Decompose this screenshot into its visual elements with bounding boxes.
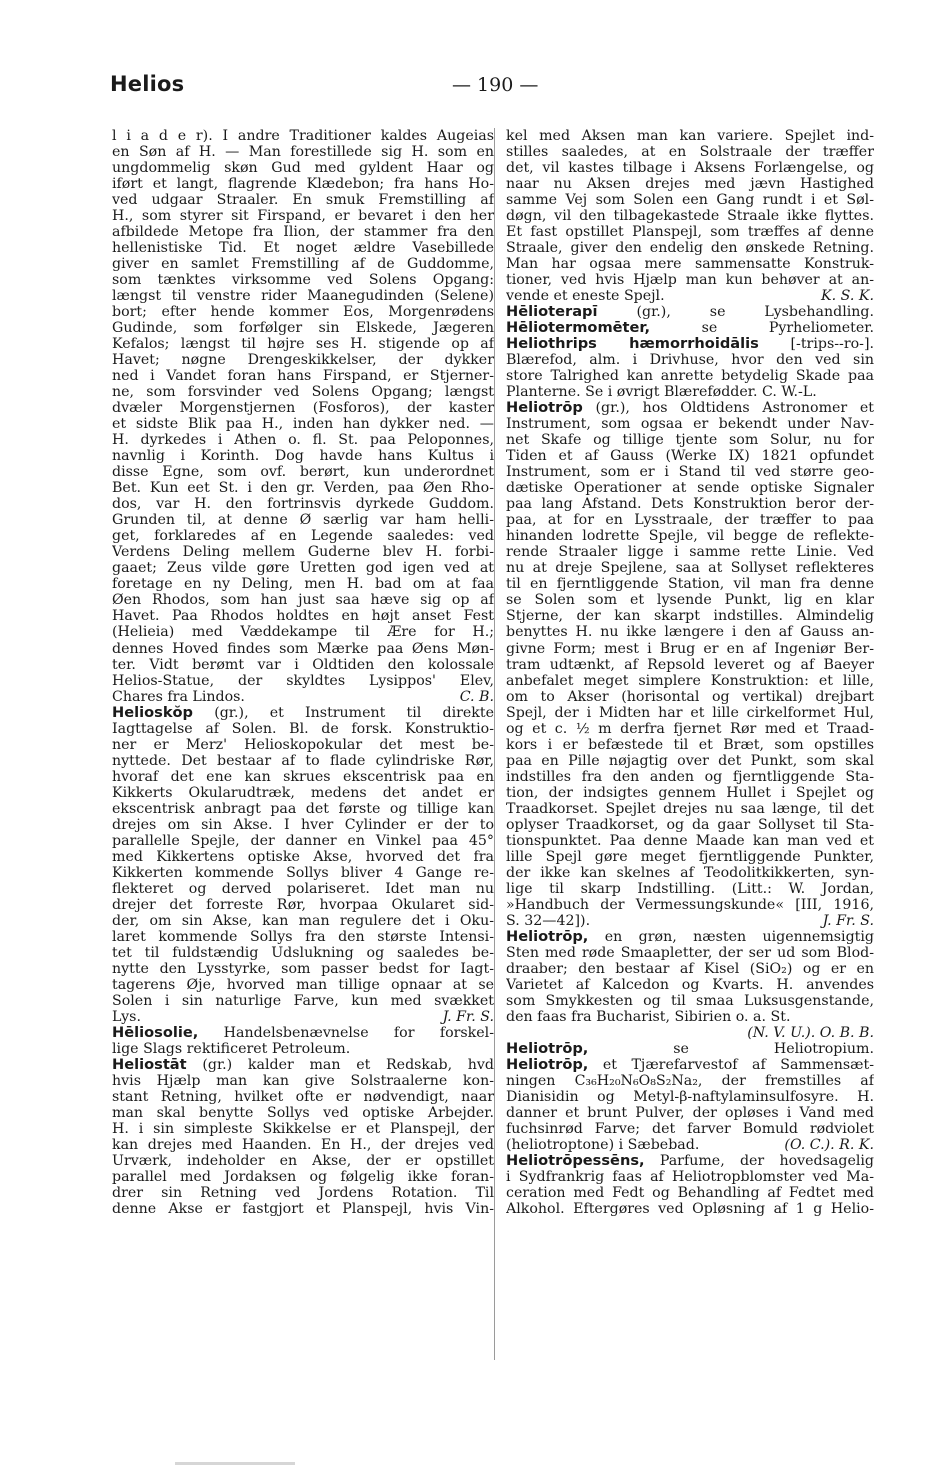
- text-line: store Talrighed kan anrette betydelig Skade paa: [506, 368, 874, 385]
- entry-headword: Helioskŏp: [112, 704, 194, 721]
- text-line: Blærefod, alm. i Drivhuse, hvor den ved sin: [506, 352, 874, 369]
- author-signature: (O. C.). R. K.: [784, 1136, 874, 1153]
- author-signature: C. B.: [459, 688, 494, 705]
- text-line: parallel med Jordaksen og følgelig ikke foran-: [112, 1169, 494, 1186]
- entry-headword: Heliotrōp,: [506, 1056, 589, 1073]
- text-line: get, forklaredes af en Legende saaledes: ved: [112, 528, 494, 545]
- text-line: om to Akser (horisontal og vertikal) drejbart: [506, 688, 874, 705]
- entry-headword: Heliotrōp,: [506, 1040, 589, 1057]
- text-line: drer sin Retning ved Jordens Rotation. Til: [112, 1185, 494, 1202]
- text-line: giver en samlet Fremstilling af de Guddomme,: [112, 256, 494, 273]
- text-line: og et c. ½ m derfra fjernet Rør med et Traad-: [506, 720, 874, 737]
- text-line: der ikke kan skelnes af Teodolitkikkerten, syn-: [506, 864, 874, 881]
- text-line: denne Akse er fastgjort et Planspejl, hvis Vin-: [112, 1201, 494, 1218]
- text-line: anbefalet meget simplere Konstruktion: et lille,: [506, 672, 874, 689]
- text-line: Havet. Paa Rhodos holdtes en højt anset Fest: [112, 608, 494, 625]
- text-line: hvoraf det ene kan skrues ekscentrisk paa en: [112, 768, 494, 785]
- text-line: lille Spejl gøre meget fjerntliggende Punkter,: [506, 848, 874, 865]
- entry-text: (gr.), et Instrument til direkte: [193, 704, 494, 721]
- text-line: nu at dreje Spejlene, saa at Sollyset reflekteres: [506, 560, 874, 577]
- text-line: gaaet; Zeus vilde gøre Uretten god igen ved at: [112, 560, 494, 577]
- text-line: danner et brunt Pulver, der opløses i Vand med: [506, 1104, 874, 1121]
- right-column: [506, 128, 874, 1217]
- text-line: Gudinde, som forfølger sin Elskede, Jægeren: [112, 320, 494, 337]
- entry-text: se Heliotropium.: [588, 1040, 874, 1057]
- text-line: Kikkerts Okularudtræk, medens det andet er: [112, 784, 494, 801]
- text-line: »Handbuch der Vermessungskunde« [III, 1916,: [506, 896, 874, 913]
- text-line: tet til fuldstændig Udslukning og saaledes be-: [112, 944, 494, 961]
- text-line: ved udgaar Straaler. En smuk Fremstilling af: [112, 192, 494, 209]
- entry-text: (heliotroptone) i Sæbebad.: [506, 1136, 700, 1153]
- entry-text: se Pyrheliometer.: [650, 320, 874, 337]
- text-line: Alkohol. Eftergøres ved Opløsning af 1 g Helio-: [506, 1201, 874, 1218]
- entry-text: (gr.), hos Oldtidens Astronomer et: [582, 400, 874, 417]
- text-line: Bet. Kun eet St. i den gr. Verden, paa Øen Rho-: [112, 480, 494, 497]
- text-line: samme Vej som Solen een Gang rundt i et Søl-: [506, 192, 874, 209]
- entry-text: et Tjærefarvestof af Sammensæt-: [588, 1056, 874, 1073]
- author-signature: J. Fr. S.: [822, 912, 874, 929]
- text-line: som Smykkesten og til smaa Luksusgenstande,: [506, 992, 874, 1009]
- text-line: ningen C₃₆H₂₀N₆O₈S₂Na₂, der fremstilles af: [506, 1072, 874, 1089]
- text-line: afbildede Metope fra Ilion, der stammer fra den: [112, 224, 494, 241]
- entry-headword: Heliotrōpessēns,: [506, 1153, 645, 1169]
- entry-text: Handelsbenævnelse for forskel-: [198, 1024, 494, 1041]
- text-line: Urværk, indeholder en Akse, der er opstillet: [112, 1153, 494, 1169]
- text-line: H. i sin simpleste Skikkelse er et Planspejl, der: [112, 1120, 494, 1137]
- text-line: laret kommende Sollys fra den største Intensi-: [112, 928, 494, 945]
- running-head: Helios: [110, 72, 185, 96]
- text-line: ner er Merz' Helioskopokular det mest be-: [112, 736, 494, 753]
- text-line: [506, 913, 874, 929]
- text-line: ceration med Fedt og Behandling af Fedtet med: [506, 1185, 874, 1202]
- text-line: [506, 288, 874, 304]
- entry-headword: Heliothrips hæmorrhoidālis: [506, 336, 759, 353]
- text-line: indstilles fra den anden og fjerntliggende Sta-: [506, 768, 874, 785]
- author-signature: (N. V. U.). O. B. B.: [747, 1024, 874, 1041]
- column-divider: [494, 128, 495, 1360]
- text-line: der, om sin Akse, kan man regulere det i Oku-: [112, 912, 494, 929]
- text-line: draaber; den bestaar af Kisel (SiO₂) og er en: [506, 960, 874, 977]
- text-line: tram udtænkt, af Repsold leveret og af Baeyer: [506, 656, 874, 673]
- text-line: Helios-Statue, der skyldtes Lysippos' Elev,: [112, 672, 494, 689]
- text-line: Planterne. Se i øvrigt Blærefødder. C. W.-L.: [506, 384, 817, 401]
- text-line: kan drejes med Haanden. En H., der drejes ved: [112, 1136, 494, 1153]
- text-line: ekscentrisk anbragt paa det første og tillige kan: [112, 800, 494, 817]
- text-line: en Søn af H. — Man forestillede sig H. som en: [112, 144, 494, 161]
- text-line: disse Egne, som ovf. berørt, kun underordnet: [112, 464, 494, 481]
- text-line: Iagttagelse af Solen. Bl. de forsk. Konstruktio-: [112, 720, 494, 737]
- text-line: Solen i sin naturlige Farve, kun med svækket: [112, 992, 494, 1009]
- entry-headword: Heliotrōp,: [506, 928, 589, 945]
- text-line: drejes om sin Akse. I hver Cylinder er der to: [112, 816, 494, 833]
- left-column: [112, 128, 494, 1217]
- text-line: paa, at for en Lysstraale, der træffer to paa: [506, 512, 874, 529]
- entry-headword: Heliotrōp: [506, 400, 583, 417]
- text-line: foretage en ny Deling, men H. bad om at faa: [112, 576, 494, 593]
- text-line: Tiden et af Gauss (Werke IX) 1821 opfundet: [506, 448, 874, 465]
- text-line: ter. Vidt berømt var i Oldtiden den kolossale: [112, 656, 494, 673]
- text-line: givne Form; mest i Brug er en af Ingeniør Ber-: [506, 640, 874, 657]
- text-line: Kikkerten kommende Sollys bliver 4 Gange re-: [112, 864, 494, 881]
- text-line: Dianisidin og Metyl-β-naftylaminsulfosyre. H.: [506, 1088, 874, 1105]
- text-line: Verdens Deling mellem Guderne blev H. forbi-: [112, 544, 494, 561]
- text-line: tioner, ved hvis Hjælp man kun behøver at an-: [506, 272, 874, 289]
- text-line: [506, 929, 874, 945]
- text-line: Øen Rhodos, som han just saa hæve sig op af: [112, 592, 494, 609]
- text-line: H. dyrkedes i Athen o. fl. St. paa Peloponnes,: [112, 432, 494, 449]
- text-line: paa en Pille nøjagtig over det Punkt, som skal: [506, 752, 874, 769]
- text-line: [112, 1057, 494, 1073]
- text-line: drejer det forreste Rør, hvorpaa Okularet sid-: [112, 896, 494, 913]
- text-line: kors i er befæstede til et Bræt, som opstilles: [506, 736, 874, 753]
- text-line: Instrument, som ogsaa er bekendt under Nav-: [506, 416, 874, 433]
- page-number: — 190 —: [452, 74, 539, 96]
- text-line: ungdommelig skøn Gud med gyldent Haar og: [112, 160, 494, 177]
- text-line: [506, 1041, 874, 1057]
- entry-headword: Hēlioterapī: [506, 304, 598, 321]
- text-line: dætiske Operationer at sende optiske Signaler: [506, 480, 874, 497]
- text-line: nytte den Lysstyrke, som passer bedst for Iagt-: [112, 960, 494, 977]
- text-line: iført et langt, flagrende Klædebon; fra hans Ho-: [112, 176, 494, 193]
- text-line: i Sydfrankrig faas af Heliotropblomster ved Ma-: [506, 1169, 874, 1186]
- text-line: benyttes H. nu ikke længere i den af Gauss an-: [506, 624, 874, 641]
- text-line: [506, 1057, 874, 1073]
- text-line: nyttede. Det bestaar af to flade cylindriske Rør,: [112, 752, 494, 769]
- text-line: paa lang Afstand. Dets Konstruktion beror der-: [506, 496, 874, 513]
- text-line: Kefalos; længst til højre ses H. stigende op af: [112, 336, 494, 353]
- text-line: hellenistiske Tid. Et noget ældre Vasebillede: [112, 240, 494, 257]
- text-line: Havet; nøgne Drengeskikkelser, der dykker: [112, 352, 494, 369]
- text-line: navnlig i Korinth. Dog havde hans Kultus i: [112, 448, 494, 465]
- entry-text: S. 32—42]).: [506, 912, 591, 929]
- text-line: længst til venstre rider Maanegudinden (Selene): [112, 288, 494, 305]
- text-line: Sten med røde Smaapletter, der ser ud som Blod-: [506, 944, 874, 961]
- entry-text: Chares fra Lindos.: [112, 688, 245, 705]
- author-signature: J. Fr. S.: [442, 1008, 494, 1025]
- text-line: [506, 1137, 874, 1153]
- text-line: den faas fra Bucharist, Sibirien o. a. St.: [506, 1008, 791, 1025]
- text-line: rende Straaler ligge i samme rette Linie. Ved: [506, 544, 874, 561]
- text-line: naar nu Aksen drejes med jævn Hastighed: [506, 176, 874, 193]
- text-line: tionspunktet. Paa denne Maade kan man ved et: [506, 832, 874, 849]
- text-line: oplyser Traadkorset, og da gaar Sollyset til Sta-: [506, 816, 874, 833]
- text-line: Man har ogsaa mere sammensatte Konstruk-: [506, 256, 874, 273]
- text-line: Straale, giver den endelig den ønskede Retning.: [506, 240, 874, 257]
- text-line: til en fjerntliggende Station, vil man fra denne: [506, 576, 874, 593]
- entry-text: (gr.) kalder man et Redskab, hvd: [186, 1056, 494, 1073]
- text-line: fuchsinrød Farve; det farver Bomuld rødviolet: [506, 1120, 874, 1137]
- text-line: dos, var H. den fortrinsvis dyrkede Guddom.: [112, 496, 494, 513]
- text-line: [506, 336, 874, 352]
- text-line: Spejl, der i Midten har et lille cirkelformet Hul,: [506, 704, 874, 721]
- text-line: med Kikkertens optiske Akse, hvorved det fra: [112, 848, 494, 865]
- text-line: Traadkorset. Spejlet drejes nu saa længe, til det: [506, 800, 874, 817]
- text-line: stant Retning, hvilket ofte er nødvendigt, naar: [112, 1088, 494, 1105]
- entry-text: Parfume, der hovedsagelig: [644, 1153, 874, 1169]
- entry-headword: Hēliotermomēter,: [506, 320, 651, 337]
- text-line: l i a d e r). I andre Traditioner kaldes Augeias: [112, 128, 494, 144]
- text-line: [112, 705, 494, 721]
- text-line: hinanden lodrette Spejle, vil begge de reflekte-: [506, 528, 874, 545]
- text-line: [506, 1153, 874, 1169]
- entry-text: (gr.), se Lysbehandling.: [597, 304, 874, 321]
- entry-text: [-trips--ro-].: [758, 336, 874, 353]
- text-line: dennes Hoved findes som Mærke paa Øens Møn-: [112, 640, 494, 657]
- text-line: Grunden til, at denne Ø særlig var ham helli-: [112, 512, 494, 529]
- text-line: lige Slags rektificeret Petroleum.: [112, 1040, 351, 1057]
- text-line: [506, 400, 874, 416]
- text-line: (Helieia) med Væddekampe til Ære for H.;: [112, 624, 494, 641]
- text-line: døgn, vil den tilbagekastede Straale ikke flyttes.: [506, 208, 874, 225]
- text-line: kel med Aksen man kan variere. Spejlet ind-: [506, 128, 874, 144]
- text-line: tagerens Øje, hvorved man tillige opnaar at se: [112, 976, 494, 993]
- text-line: ne, som forsvinder ved Solens Opgang; længst: [112, 384, 494, 401]
- text-line: som tænktes virksomme ved Solens Opgang:: [112, 272, 494, 289]
- text-line: se Solen som et lysende Punkt, lig en klar: [506, 592, 874, 609]
- entry-headword: Hēliosolie,: [112, 1024, 199, 1041]
- print-mark: [175, 1462, 295, 1465]
- text-line: flekteret og derved polariseret. Idet man nu: [112, 880, 494, 897]
- text-line: net Skafe og tillige tjente som Solur, nu for: [506, 432, 874, 449]
- text-line: [506, 304, 874, 320]
- text-line: dvæler Morgenstjernen (Fosforos), der kaster: [112, 400, 494, 417]
- text-line: hvis Hjælp man kan give Solstraalerne kon-: [112, 1072, 494, 1089]
- entry-text: vende et eneste Spejl.: [506, 288, 665, 305]
- text-line: Et fast opstillet Planspejl, som træffes af denne: [506, 224, 874, 241]
- text-line: [112, 1025, 494, 1041]
- text-line: parallelle Spejle, der danner en Vinkel paa 45°: [112, 832, 494, 849]
- text-line: stilles saaledes, at en Solstraale der træffer: [506, 144, 874, 161]
- text-line: bort; efter hende kommer Eos, Morgenrødens: [112, 304, 494, 321]
- text-line: et sidste Blik paa H., inden han dykker ned. —: [112, 416, 494, 433]
- text-line: [506, 320, 874, 336]
- text-line: Varietet af Kalcedon og Kvarts. H. anvendes: [506, 976, 874, 993]
- text-line: tion, der indsigtes gennem Hullet i Spejlet og: [506, 784, 874, 801]
- text-line: man skal benytte Sollys ved optiske Arbejder.: [112, 1104, 494, 1121]
- text-line: H., som styrer sit Firspand, er bevaret i den her: [112, 208, 494, 225]
- text-line: ned i Vandet foran hans Firspand, er Stjerner-: [112, 368, 494, 385]
- text-line: Instrument, som er i Stand til ved større geo-: [506, 464, 874, 481]
- entry-text: en grøn, næsten uigennemsigtig: [588, 928, 874, 945]
- author-signature: K. S. K.: [821, 288, 874, 305]
- text-line: [112, 1009, 494, 1025]
- text-line: Stjerne, der kan skarpt indstilles. Almindelig: [506, 608, 874, 625]
- entry-text: Lys.: [112, 1008, 141, 1025]
- entry-headword: Heliostāt: [112, 1056, 187, 1073]
- text-line: [112, 689, 494, 705]
- text-line: lige til skarp Indstilling. (Litt.: W. Jordan,: [506, 880, 874, 897]
- text-line: det, vil kastes tilbage i Aksens Forlængelse, og: [506, 160, 874, 177]
